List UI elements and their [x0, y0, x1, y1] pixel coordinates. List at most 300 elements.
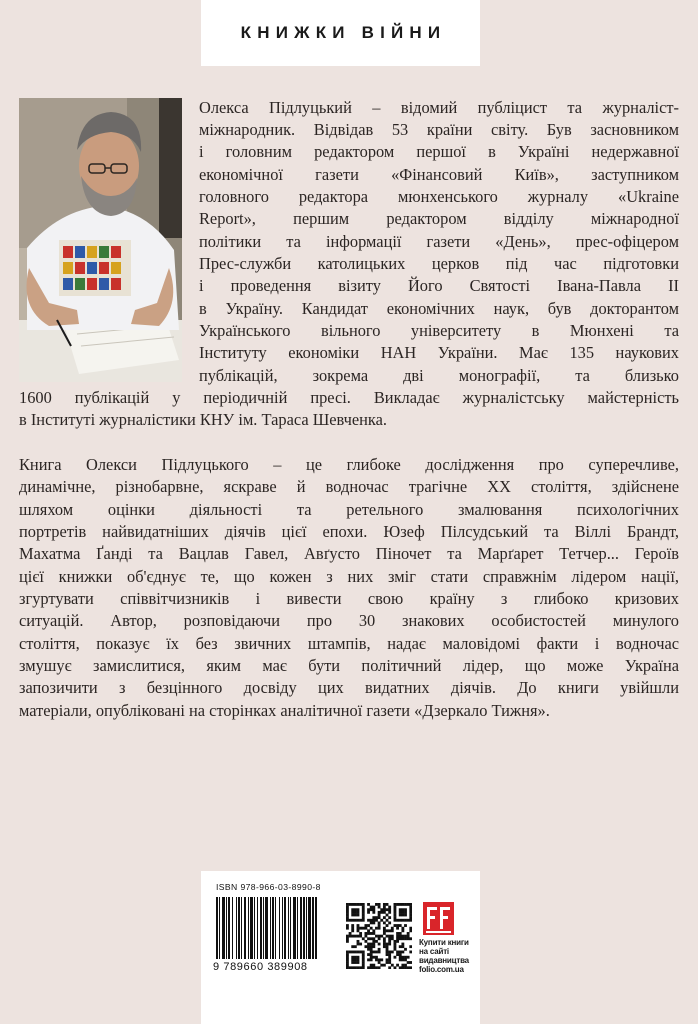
qr-module	[378, 927, 381, 930]
barcode-bar	[284, 897, 286, 959]
qr-module	[362, 951, 365, 954]
bio-line: політики та інформації газети «День», прес-офіцером	[199, 232, 679, 251]
qr-module	[349, 932, 352, 935]
qr-module	[401, 935, 404, 938]
description-line: запозичити з безцінного досвіду цих видатних діячів. До книги увійшли	[19, 678, 679, 697]
bio-line: Прес-служби католицьких церков під час підготовки	[199, 254, 679, 273]
qr-module	[399, 932, 402, 935]
qr-module	[378, 943, 381, 946]
qr-module	[357, 961, 360, 964]
qr-module	[354, 956, 357, 959]
bio-line: в Інституті журналістики КНУ ім. Тараса Шевченка.	[19, 410, 388, 429]
qr-module	[383, 940, 386, 943]
barcode	[214, 897, 328, 961]
qr-module	[372, 951, 375, 954]
qr-module	[378, 914, 381, 917]
qr-module	[357, 943, 360, 946]
barcode-bar	[254, 897, 255, 959]
qr-module	[349, 903, 352, 906]
qr-module	[399, 935, 402, 938]
qr-module	[380, 958, 383, 961]
qr-module	[386, 929, 389, 932]
qr-module	[401, 966, 404, 969]
qr-module	[386, 958, 389, 961]
qr-module	[394, 924, 397, 927]
qr-module	[396, 935, 399, 938]
qr-module	[409, 911, 412, 914]
qr-module	[351, 927, 354, 930]
qr-module	[351, 919, 354, 922]
qr-module	[388, 929, 391, 932]
barcode-bar	[238, 897, 240, 959]
qr-module	[351, 956, 354, 959]
qr-module	[357, 914, 360, 917]
qr-module	[409, 908, 412, 911]
series-title-box	[201, 0, 480, 66]
qr-module	[346, 919, 349, 922]
qr-module	[394, 911, 397, 914]
qr-module	[349, 951, 352, 954]
qr-module	[359, 932, 362, 935]
description-line: портретів найвидатніших діячів цієї епохи. Юзеф Пілсудський та Віллі Брандт,	[19, 522, 679, 541]
qr-module	[370, 948, 373, 951]
qr-module	[367, 911, 370, 914]
qr-module	[364, 924, 367, 927]
qr-module	[367, 958, 370, 961]
qr-module	[367, 937, 370, 940]
qr-module	[396, 953, 399, 956]
qr-module	[362, 919, 365, 922]
qr-module	[346, 914, 349, 917]
qr-module	[401, 943, 404, 946]
description-line: змушує замислитися, яким має бути політичний лідер, що може Україна	[19, 656, 679, 675]
barcode-bar	[303, 897, 305, 959]
barcode-bar	[270, 897, 271, 959]
qr-module	[346, 908, 349, 911]
qr-module	[407, 935, 410, 938]
qr-module	[372, 929, 375, 932]
qr-module	[354, 908, 357, 911]
description-line: матеріали, опубліковані на сторінках аналітичної газети «Дзеркало Тижня».	[19, 701, 550, 720]
qr-module	[399, 937, 402, 940]
qr-module	[370, 945, 373, 948]
qr-module	[367, 966, 370, 969]
description-line: згуртувати співвітчизників і вивести свою країну з глибоко кризових	[19, 589, 679, 608]
qr-module	[399, 903, 402, 906]
qr-module	[391, 937, 394, 940]
bio-line: головного редактора мюнхенського журналу «Ukraine	[199, 187, 679, 206]
qr-module	[399, 911, 402, 914]
qr-module	[362, 953, 365, 956]
qr-module	[362, 903, 365, 906]
qr-module	[354, 958, 357, 961]
qr-module	[401, 911, 404, 914]
qr-module	[404, 924, 407, 927]
qr-module	[354, 935, 357, 938]
barcode-bar	[260, 897, 262, 959]
qr-module	[407, 919, 410, 922]
bio-line: 1600 публікацій у періодичній пресі. Викладає журналістську майстерність	[19, 388, 679, 407]
qr-module	[367, 908, 370, 911]
qr-module	[364, 935, 367, 938]
qr-module	[383, 937, 386, 940]
qr-module	[354, 919, 357, 922]
qr-module	[370, 932, 373, 935]
qr-module	[370, 906, 373, 909]
qr-module	[401, 903, 404, 906]
qr-module	[378, 921, 381, 924]
qr-module	[364, 927, 367, 930]
qr-module	[386, 924, 389, 927]
qr-module	[394, 940, 397, 943]
qr-module	[394, 956, 397, 959]
qr-module	[401, 951, 404, 954]
qr-module	[375, 966, 378, 969]
qr-module	[372, 916, 375, 919]
qr-module	[386, 948, 389, 951]
qr-module	[378, 903, 381, 906]
qr-module	[404, 914, 407, 917]
qr-module	[359, 966, 362, 969]
qr-module	[404, 956, 407, 959]
qr-module	[346, 927, 349, 930]
qr-module	[404, 964, 407, 967]
bio-line: і проведення візиту Його Святості Івана-Павла ІІ	[199, 276, 679, 295]
qr-module	[399, 951, 402, 954]
barcode-bar	[290, 897, 291, 959]
qr-module	[396, 927, 399, 930]
barcode-bar	[226, 897, 227, 959]
qr-module	[372, 943, 375, 946]
barcode-bar	[300, 897, 302, 959]
qr-module	[388, 908, 391, 911]
description-line: динамічне, різнобарвне, яскраве й водночас трагічне ХХ століття, здійснене	[19, 477, 679, 496]
qr-module	[370, 966, 373, 969]
qr-module	[394, 906, 397, 909]
qr-module	[396, 903, 399, 906]
barcode-bar	[219, 897, 220, 959]
series-title: КНИЖКИ ВІЙНИ	[240, 23, 447, 42]
publisher-info-box	[201, 871, 480, 1024]
barcode-bar	[312, 897, 314, 959]
description-line: шляхом оцінки діяльності та ретельного змалювання психологічних	[19, 500, 679, 519]
qr-module	[349, 919, 352, 922]
qr-module	[409, 945, 412, 948]
qr-module	[367, 929, 370, 932]
qr-module	[404, 948, 407, 951]
qr-module	[357, 908, 360, 911]
qr-module	[380, 911, 383, 914]
qr-module	[367, 932, 370, 935]
qr-module	[370, 943, 373, 946]
barcode-bar	[228, 897, 230, 959]
qr-module	[404, 908, 407, 911]
qr-module	[401, 919, 404, 922]
qr-module	[351, 935, 354, 938]
qr-module	[351, 951, 354, 954]
qr-module	[394, 945, 397, 948]
bio-line: Report», першим редактором відділу міжнародної	[199, 209, 679, 228]
qr-module	[388, 940, 391, 943]
qr-module	[399, 956, 402, 959]
qr-module	[364, 940, 367, 943]
qr-module	[370, 919, 373, 922]
qr-module	[367, 924, 370, 927]
qr-module	[378, 906, 381, 909]
qr-module	[409, 914, 412, 917]
qr-module	[359, 951, 362, 954]
qr-module	[370, 964, 373, 967]
qr-module	[394, 914, 397, 917]
qr-module	[380, 935, 383, 938]
qr-module	[404, 903, 407, 906]
qr-module	[391, 935, 394, 938]
barcode-bar	[282, 897, 283, 959]
qr-module	[383, 906, 386, 909]
qr-module	[391, 951, 394, 954]
qr-module	[346, 956, 349, 959]
qr-module	[351, 914, 354, 917]
description-line: Книга Олекси Підлуцького – це глибоке дослідження про суперечливе,	[19, 455, 679, 474]
qr-module	[388, 951, 391, 954]
qr-module	[378, 966, 381, 969]
qr-module	[401, 945, 404, 948]
qr-module	[359, 935, 362, 938]
qr-module	[346, 916, 349, 919]
qr-module	[399, 945, 402, 948]
qr-module	[362, 916, 365, 919]
qr-module	[409, 919, 412, 922]
qr-module	[372, 937, 375, 940]
qr-module	[407, 903, 410, 906]
qr-module	[357, 966, 360, 969]
barcode-bar	[244, 897, 246, 959]
qr-module	[378, 937, 381, 940]
qr-module	[399, 914, 402, 917]
qr-module	[401, 964, 404, 967]
qr-module	[346, 903, 349, 906]
bio-line: міжнародник. Відвідав 53 країни світу. Був засновником	[199, 120, 679, 139]
barcode-bar	[275, 897, 276, 959]
qr-module	[409, 937, 412, 940]
bio-line: і головним редактором першої в Україні недержавної	[199, 142, 679, 161]
qr-module	[386, 914, 389, 917]
barcode-bar	[216, 897, 218, 959]
qr-module	[351, 961, 354, 964]
qr-module	[372, 908, 375, 911]
qr-module	[409, 966, 412, 969]
qr-module	[346, 935, 349, 938]
qr-module	[354, 966, 357, 969]
qr-module	[409, 927, 412, 930]
qr-module	[357, 935, 360, 938]
qr-module	[386, 903, 389, 906]
qr-module	[407, 961, 410, 964]
qr-module	[372, 906, 375, 909]
qr-module	[383, 903, 386, 906]
qr-module	[354, 903, 357, 906]
qr-module	[370, 958, 373, 961]
qr-module	[404, 937, 407, 940]
qr-module	[388, 961, 391, 964]
description-line: цієї книжки об'єднує те, що кожен з них зміг стати справжнім лідером нації,	[19, 567, 679, 586]
qr-module	[383, 916, 386, 919]
qr-module	[375, 935, 378, 938]
qr-module	[378, 958, 381, 961]
qr-module	[380, 908, 383, 911]
barcode-bar	[315, 897, 317, 959]
qr-module	[407, 937, 410, 940]
qr-module	[357, 919, 360, 922]
qr-module	[394, 916, 397, 919]
qr-module	[388, 966, 391, 969]
qr-module	[386, 945, 389, 948]
qr-module	[388, 956, 391, 959]
qr-module	[362, 908, 365, 911]
qr-module	[370, 927, 373, 930]
qr-module	[372, 911, 375, 914]
barcode-bar	[279, 897, 280, 959]
qr-module	[396, 940, 399, 943]
qr-module	[386, 935, 389, 938]
qr-module	[359, 919, 362, 922]
qr-module	[349, 935, 352, 938]
qr-module	[401, 937, 404, 940]
qr-module	[372, 964, 375, 967]
description-line: Махатма Ґанді та Вацлав Гавел, Авґусто Піночет та Марґарет Тетчер... Героїв	[19, 544, 679, 563]
barcode-bar	[250, 897, 253, 959]
qr-module	[394, 903, 397, 906]
qr-module	[367, 953, 370, 956]
qr-module	[370, 937, 373, 940]
qr-module	[378, 951, 381, 954]
qr-module	[372, 956, 375, 959]
qr-module	[409, 906, 412, 909]
qr-module	[370, 953, 373, 956]
qr-module	[409, 961, 412, 964]
qr-module	[391, 927, 394, 930]
bio-line: економічної газети «Фінансовий Київ», заступником	[199, 165, 679, 184]
qr-module	[362, 964, 365, 967]
qr-module	[351, 924, 354, 927]
qr-module	[362, 956, 365, 959]
qr-module	[372, 945, 375, 948]
qr-module	[346, 911, 349, 914]
qr-module	[396, 932, 399, 935]
qr-module	[394, 966, 397, 969]
qr-module	[383, 943, 386, 946]
qr-module	[351, 908, 354, 911]
qr-module	[375, 958, 378, 961]
qr-module	[375, 951, 378, 954]
qr-module	[364, 932, 367, 935]
qr-module	[394, 948, 397, 951]
bio-line: Олекса Підлуцький – відомий публіцист та журналіст-	[199, 98, 679, 117]
qr-module	[354, 951, 357, 954]
qr-module	[370, 956, 373, 959]
qr-module	[378, 948, 381, 951]
qr-module	[401, 927, 404, 930]
qr-module	[362, 961, 365, 964]
qr-module	[357, 929, 360, 932]
qr-module	[409, 903, 412, 906]
qr-module	[357, 958, 360, 961]
author-photo	[19, 98, 182, 382]
qr-module	[351, 911, 354, 914]
qr-module	[388, 911, 391, 914]
qr-module	[351, 966, 354, 969]
qr-module	[383, 921, 386, 924]
qr-module	[383, 964, 386, 967]
qr-module	[357, 956, 360, 959]
qr-module	[354, 911, 357, 914]
qr-module	[346, 953, 349, 956]
qr-module	[404, 966, 407, 969]
qr-module	[375, 916, 378, 919]
qr-module	[370, 908, 373, 911]
qr-module	[396, 964, 399, 967]
barcode-bar	[257, 897, 258, 959]
qr-module	[401, 914, 404, 917]
qr-module	[378, 916, 381, 919]
qr-module	[346, 964, 349, 967]
qr-module	[362, 937, 365, 940]
qr-module	[362, 966, 365, 969]
qr-module	[372, 921, 375, 924]
qr-module	[388, 937, 391, 940]
qr-module	[378, 911, 381, 914]
qr-module	[401, 958, 404, 961]
qr-module	[388, 916, 391, 919]
qr-module	[372, 940, 375, 943]
qr-module	[378, 961, 381, 964]
qr-module	[357, 924, 360, 927]
qr-module	[388, 906, 391, 909]
qr-module	[399, 958, 402, 961]
barcode-bar	[265, 897, 268, 959]
qr-module	[362, 914, 365, 917]
qr-module	[401, 908, 404, 911]
qr-module	[354, 961, 357, 964]
description-line: століття, показує їх без звичних штампів, надає маловідомі факти і водночас	[19, 634, 679, 653]
qr-module	[346, 940, 349, 943]
qr-module	[372, 966, 375, 969]
qr-module	[404, 935, 407, 938]
qr-module	[367, 943, 370, 946]
qr-module	[386, 908, 389, 911]
qr-module	[394, 919, 397, 922]
qr-module	[386, 951, 389, 954]
qr-module	[404, 958, 407, 961]
qr-module	[346, 958, 349, 961]
qr-module	[409, 929, 412, 932]
qr-module	[367, 948, 370, 951]
qr-module	[409, 951, 412, 954]
qr-module	[364, 945, 367, 948]
qr-module	[375, 940, 378, 943]
qr-module	[383, 945, 386, 948]
qr-module	[407, 956, 410, 959]
qr-module	[396, 951, 399, 954]
qr-module	[396, 937, 399, 940]
qr-module	[372, 919, 375, 922]
qr-module	[386, 953, 389, 956]
qr-module	[357, 903, 360, 906]
qr-module	[383, 929, 386, 932]
qr-module	[357, 951, 360, 954]
qr-module	[404, 919, 407, 922]
qr-module	[383, 927, 386, 930]
